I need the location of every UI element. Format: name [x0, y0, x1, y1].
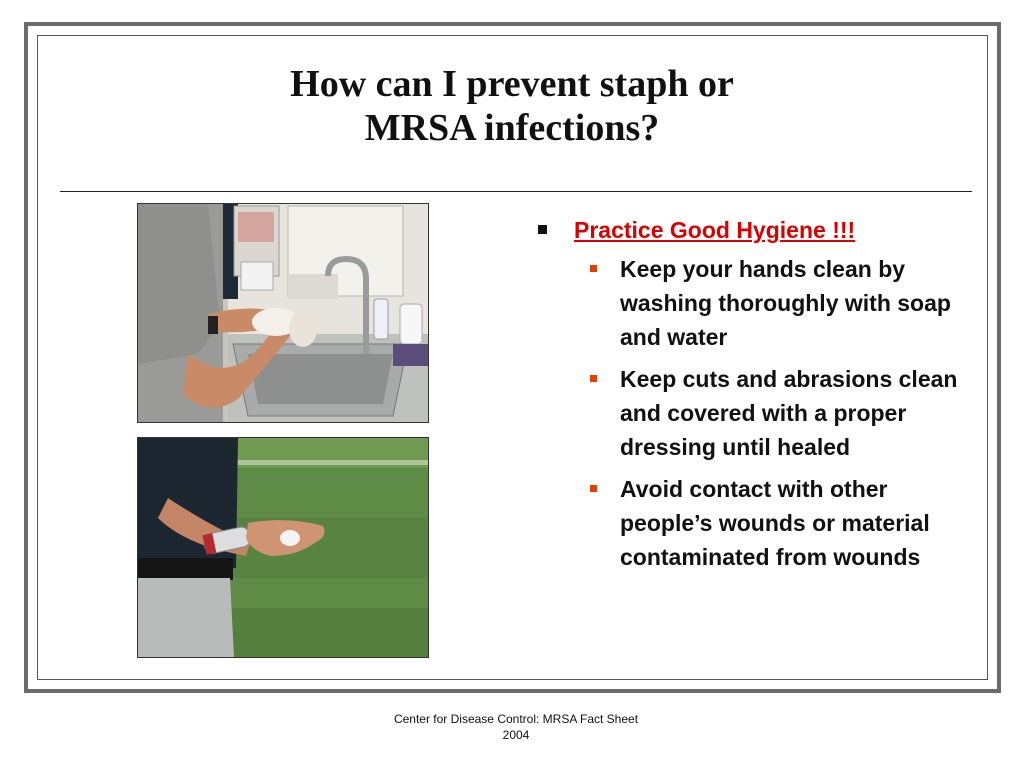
small-square-bullet-icon — [590, 265, 597, 272]
hand-sanitizer-photo — [137, 437, 429, 658]
square-bullet-icon — [538, 225, 547, 234]
title-line-2: MRSA infections? — [364, 107, 660, 149]
small-square-bullet-icon — [590, 375, 597, 382]
sub-bullet-list — [536, 252, 966, 574]
sub-bullet-item — [582, 362, 960, 464]
sub-bullet-text: Keep your hands clean by washing thoroughly with soap and water — [620, 256, 951, 350]
small-square-bullet-icon — [590, 485, 597, 492]
footer-source: Center for Disease Control: MRSA Fact Sheet — [393, 712, 639, 726]
title-line-1: How can I prevent staph or — [290, 63, 734, 105]
sub-bullet-text: Keep cuts and abrasions clean and covered with a proper dressing until healed — [620, 366, 958, 460]
footer-year: 2004 — [502, 728, 530, 742]
main-bullet — [536, 214, 966, 246]
handwashing-photo — [137, 203, 429, 423]
title-divider — [60, 191, 972, 192]
main-bullet-text: Practice Good Hygiene !!! — [574, 217, 856, 243]
sub-bullet-item — [582, 472, 960, 574]
slide-title — [0, 62, 1024, 150]
bullet-list — [536, 214, 966, 582]
source-footer — [0, 711, 1024, 743]
sub-bullet-item — [582, 252, 960, 354]
sub-bullet-text: Avoid contact with other people’s wounds or material contaminated from wounds — [620, 476, 930, 570]
